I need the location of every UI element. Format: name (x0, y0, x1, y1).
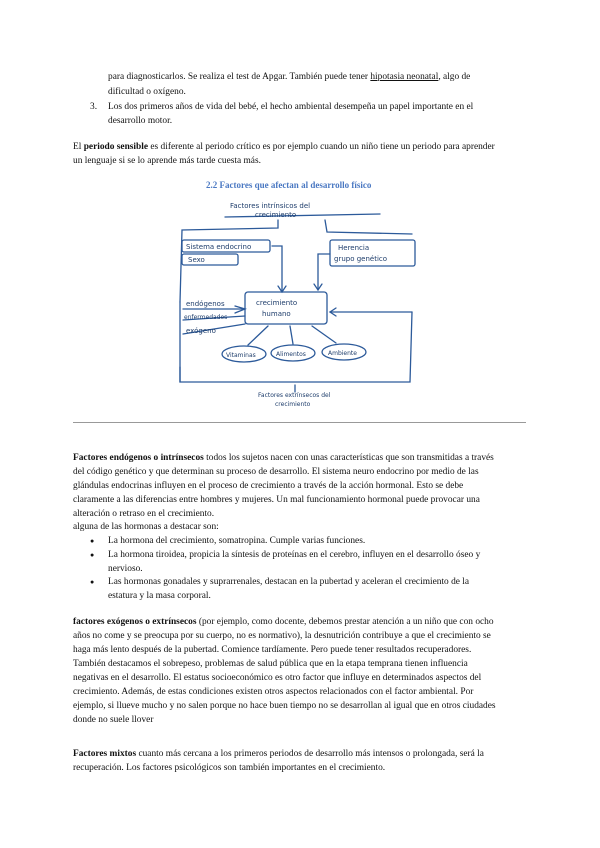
label-alimentos: Alimentos (276, 351, 306, 358)
hormona-item-3-line1: Las hormonas gonadales y suprarrenales, destacan en la pubertad y aceleran el crecimiento de la (108, 577, 470, 587)
label-enfermedades: enfermedades (184, 314, 228, 321)
label-vitaminas: Vitaminas (226, 352, 256, 359)
exo-line3: haga más lento después de la pubertad. Comience tardíamente. Pero puede tener resultados recuperadores. (73, 645, 472, 655)
box-crecimiento-humano (245, 292, 327, 324)
exo-line7: ejemplo, si llueve mucho y no salen porque no hace buen tiempo no se desarrollan al igual que en otros ciudades (73, 701, 496, 711)
list-item-2-line1: para diagnosticarlos. Se realiza el test de Apgar. También puede tener hipotasia neonatal, algo de (108, 72, 471, 82)
endo-line3: glándulas endocrinas influyen en el proceso de crecimiento a través de la acción hormonal. Esto se debe (73, 481, 464, 491)
label-ambiente: Ambiente (328, 350, 357, 357)
mixtos-line2: recuperación. Los factores psicológicos son también importantes en el crecimiento. (73, 763, 386, 773)
bullet-3: ● (90, 578, 95, 586)
label-sexo: Sexo (188, 256, 205, 264)
exo-line2: años no come y se preocupa por su cuerpo, no es normativo), la desnutrición contribuye a que el crecimiento se (73, 631, 491, 641)
list-item-3-line1: Los dos primeros años de vida del bebé, el hecho ambiental desempeña un papel importante en el (108, 102, 474, 112)
label-exogeno: exógeno (186, 327, 216, 335)
growth-factors-diagram (150, 192, 450, 414)
list-number-3: 3. (90, 102, 98, 112)
hormona-item-3-line2: estatura y la masa corporal. (108, 591, 211, 601)
label-grupo-genetico: grupo genético (334, 255, 388, 263)
endo-line6: alguna de las hormonas a destacar son: (73, 522, 219, 532)
section-divider (73, 422, 526, 423)
label-herencia: Herencia (338, 244, 370, 252)
label-endogenos: endógenos (186, 300, 225, 308)
bullet-2: ● (90, 551, 95, 559)
label-sistema-endocrino: Sistema endocrino (186, 243, 252, 251)
bullet-1: ● (90, 537, 95, 545)
endo-line1: Factores endógenos o intrínsecos todos los sujetos nacen con unas características que son transmitidas a través (73, 453, 494, 463)
list-item-2-line2: dificultad o oxígeno. (108, 87, 186, 97)
hormona-item-2-line1: La hormona tiroidea, propicia la síntesis de proteínas en el cerebro, influyen en el desarrollo óseo y (108, 550, 481, 560)
heading-line2: crecimiento (255, 211, 297, 219)
endo-line2: del código genético y que determinan su proceso de desarrollo. El sistema neuro endocrino por medio de las (73, 467, 479, 477)
hipotasia-term: hipotasia neonatal (370, 72, 439, 82)
mixtos-line1: Factores mixtos cuanto más cercana a los primeros periodos de desarrollo más intensos o prolongada, será la (73, 749, 484, 759)
hormona-item-2-line2: nervioso. (108, 564, 143, 574)
endo-line4: claramente a las diferencias entre hombres y mujeres. Un mal funcionamiento hormonal puede provocar una (73, 495, 480, 505)
footer-line1: Factores extrínsecos del (258, 392, 331, 399)
exo-line5: negativas en el desarrollo. El estatus socioeconómico es otro factor que influye en determinados aspectos del (73, 673, 482, 683)
footer-line2: crecimiento (275, 401, 311, 408)
exo-line8: donde no suele llover (73, 715, 154, 725)
hormona-item-1: La hormona del crecimiento, somatropina. Cumple varias funciones. (108, 536, 366, 546)
exo-line4: También destacamos el sobrepeso, problemas de salud pública que en la etapa temprana tienen influencia (73, 659, 468, 669)
endo-line5: alteración o retraso en el crecimiento. (73, 509, 215, 519)
label-humano: humano (262, 310, 291, 318)
exo-line1: factores exógenos o extrínsecos (por ejemplo, como docente, debemos prestar atención a un niño que con ocho (73, 617, 494, 627)
periodo-sensible-line2: un lenguaje si se lo aprende más tarde cuesta más. (73, 156, 261, 166)
exo-line6: crecimiento. Además, de estas condiciones existen otros aspectos relacionados con el factor ambiental. Por (73, 687, 474, 697)
periodo-sensible-line1: El periodo sensible es diferente al periodo crítico es por ejemplo cuando un niño tiene un periodo para aprender (73, 142, 495, 152)
label-crecimiento: crecimiento (256, 299, 298, 307)
heading-underline (225, 214, 380, 217)
heading-line1: Factores intrínsicos del (230, 202, 311, 210)
figure-title: 2.2 Factores que afectan al desarrollo físico (206, 180, 372, 190)
list-item-3-line2: desarrollo motor. (108, 116, 173, 126)
